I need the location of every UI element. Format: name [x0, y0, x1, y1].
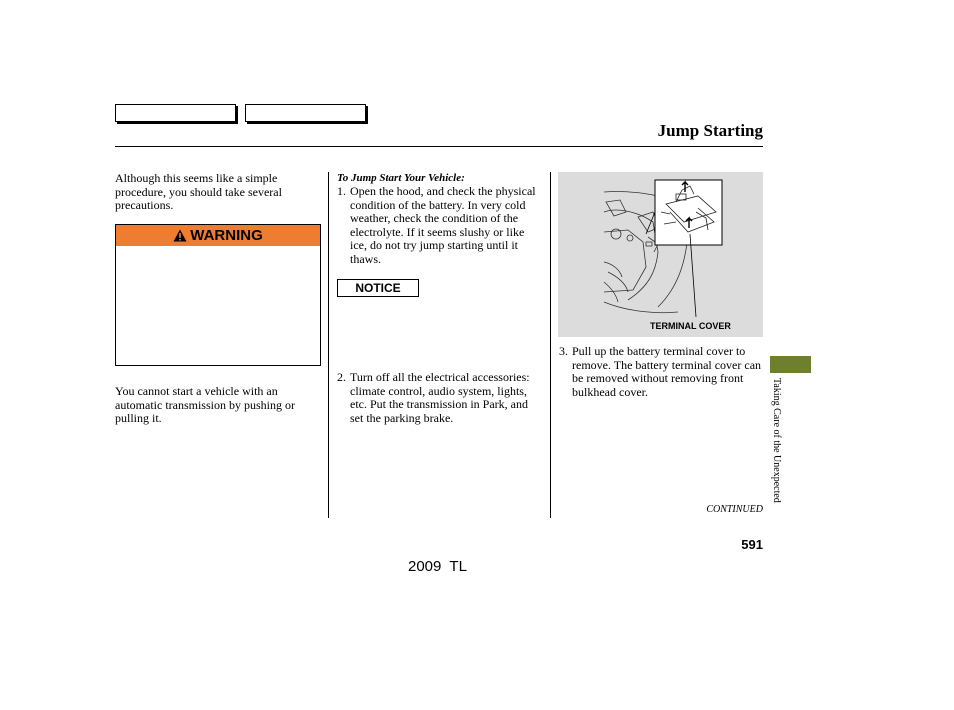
nav-button-table-of-contents[interactable]	[245, 104, 366, 122]
warning-box	[115, 224, 321, 366]
column-divider-1	[328, 172, 329, 518]
continued-label: CONTINUED	[706, 504, 763, 515]
step-1-number: 1.	[337, 184, 346, 198]
notice-label: NOTICE	[337, 279, 419, 297]
nav-button-main-menu[interactable]	[115, 104, 236, 122]
step-3-text: Pull up the battery terminal cover to remove. The battery terminal cover can be removed without removing front bulkhead cover.	[572, 344, 762, 399]
column-divider-2	[550, 172, 551, 518]
procedure-heading: To Jump Start Your Vehicle:	[337, 172, 465, 184]
footer-model: 2009 TL	[408, 558, 467, 575]
page-title: Jump Starting	[657, 121, 763, 140]
battery-engine-illustration	[558, 172, 763, 317]
step-2-text: Turn off all the electrical accessories: climate control, audio system, lights, etc. Put the transmission in Park, and set the parking brake.	[350, 370, 530, 425]
step-1-text: Open the hood, and check the physical condition of the battery. In very cold weather, check the condition of the electrolyte. If it seems slushy or like ice, do not try jump starting until it thaws.	[350, 184, 536, 266]
warning-label: WARNING	[190, 227, 263, 244]
page-number: 591	[741, 537, 763, 552]
warning-triangle-icon	[173, 229, 187, 242]
intro-paragraph: Although this seems like a simple procedure, you should take several precautions.	[115, 171, 282, 212]
section-tab	[770, 356, 811, 373]
figure-label: TERMINAL COVER	[650, 321, 731, 331]
section-label	[770, 378, 784, 528]
transmission-note: You cannot start a vehicle with an automatic transmission by pushing or pulling it.	[115, 384, 295, 425]
warning-header	[116, 225, 320, 246]
terminal-cover-figure	[558, 172, 763, 337]
section-label-text: Taking Care of the Unexpected	[771, 378, 782, 503]
step-3-number: 3.	[559, 344, 568, 358]
step-2-number: 2.	[337, 370, 346, 384]
header-rule	[115, 146, 763, 147]
